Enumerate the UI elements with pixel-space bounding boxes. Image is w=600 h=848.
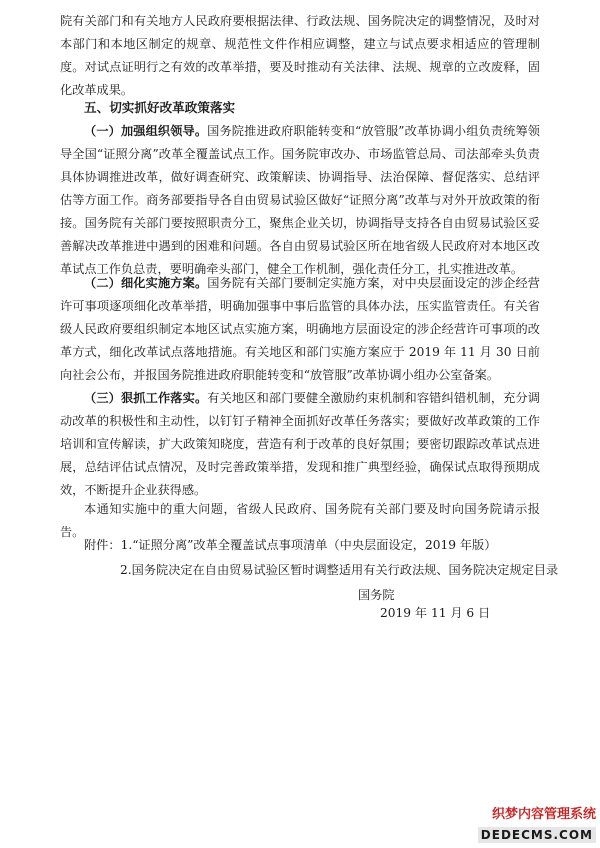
paragraph-body: 国务院有关部门要制定实施方案，对中央层面设定的涉企经营许可事项逐项细化改革举措，明确加强事中事后监管的具体办法，压实监管责任。有关省级人民政府要组织制定本地区试点实施方案，明确地方层面设定的涉企经营许可事项的改革方式，细化改革试点落地措施。有关地区和部门实施方案应于 2019 年 11 月 30 日前向社会公布，并报国务院推进政府职能转变和“放管服”改革协调小组办公室备案。 — [60, 276, 540, 382]
paragraph-body: 有关地区和部门要健全激励约束机制和容错纠错机制，充分调动改革的积极性和主动性，以钉钉子精神全面抓好改革任务落实；要做好改革政策的工作培训和宣传解读，扩大政策知晓度，营造有利于改革的良好氛围；要密切跟踪改革试点进展，总结评估试点情况，及时完善政策举措，发现和推广典型经验，确保试点取得预期成效，不断提升企业获得感。 — [60, 391, 540, 497]
signature-issuer: 国务院 — [358, 588, 395, 602]
attachment-label: 附件： — [84, 538, 121, 552]
paragraph-lead: （三）狠抓工作落实。 — [84, 391, 208, 405]
signature-date: 2019 年 11 月 6 日 — [380, 606, 491, 620]
paragraph-implementation-plan — [60, 272, 540, 387]
closing-paragraph: 本通知实施中的重大问题，省级人民政府、国务院有关部门要及时向国务院请示报告。 — [60, 502, 540, 539]
watermark-domain: DEDECMS.COM — [478, 827, 596, 843]
section-heading: 五、切实抓好改革政策落实 — [84, 100, 236, 115]
paragraph-organization-leadership — [60, 120, 540, 281]
paragraph-body: 国务院推进政府职能转变和“放管服”改革协调小组负责统筹领导全国“证照分离”改革全覆盖试点工作。国务院审改办、市场监管总局、司法部牵头负责具体协调推进改革，做好调查研究、政策解读、协调指导、法治保障、督促落实、总结评估等方面工作。商务部要指导各自由贸易试验区做好“证照分离”改革与对外开放政策的衔接。国务院有关部门要按照职责分工，聚焦企业关切，协调指导支持各自由贸易试验区妥善解决改革推进中遇到的困难和问题。各自由贸易试验区所在地省级人民政府对本地区改革试点工作负总责，要明确牵头部门，健全工作机制，强化责任分工，扎实推进改革。 — [60, 124, 540, 276]
watermark-title: 织梦内容管理系统 — [491, 807, 596, 822]
paragraph-lead: （二）细化实施方案。 — [84, 276, 208, 290]
intro-paragraph: 院有关部门和有关地方人民政府要根据法律、行政法规、国务院决定的调整情况，及时对本部门和本地区制定的规章、规范性文件作相应调整，建立与试点要求相适应的管理制度。对试点证明行之有效的改革举措，要及时推动有关法律、法规、规章的立改废释，固化改革成果。 — [60, 14, 540, 97]
paragraph-lead: （一）加强组织领导。 — [84, 124, 208, 138]
attachment-item-2: 2.国务院决定在自由贸易试验区暂时调整适用有关行政法规、国务院决定规定目录 — [120, 563, 559, 577]
paragraph-work-implementation — [60, 387, 540, 502]
attachment-line-1 — [84, 535, 496, 555]
attachment-item-1: 1.“证照分离”改革全覆盖试点事项清单（中央层面设定，2019 年版） — [120, 538, 497, 552]
site-watermark — [446, 806, 596, 844]
